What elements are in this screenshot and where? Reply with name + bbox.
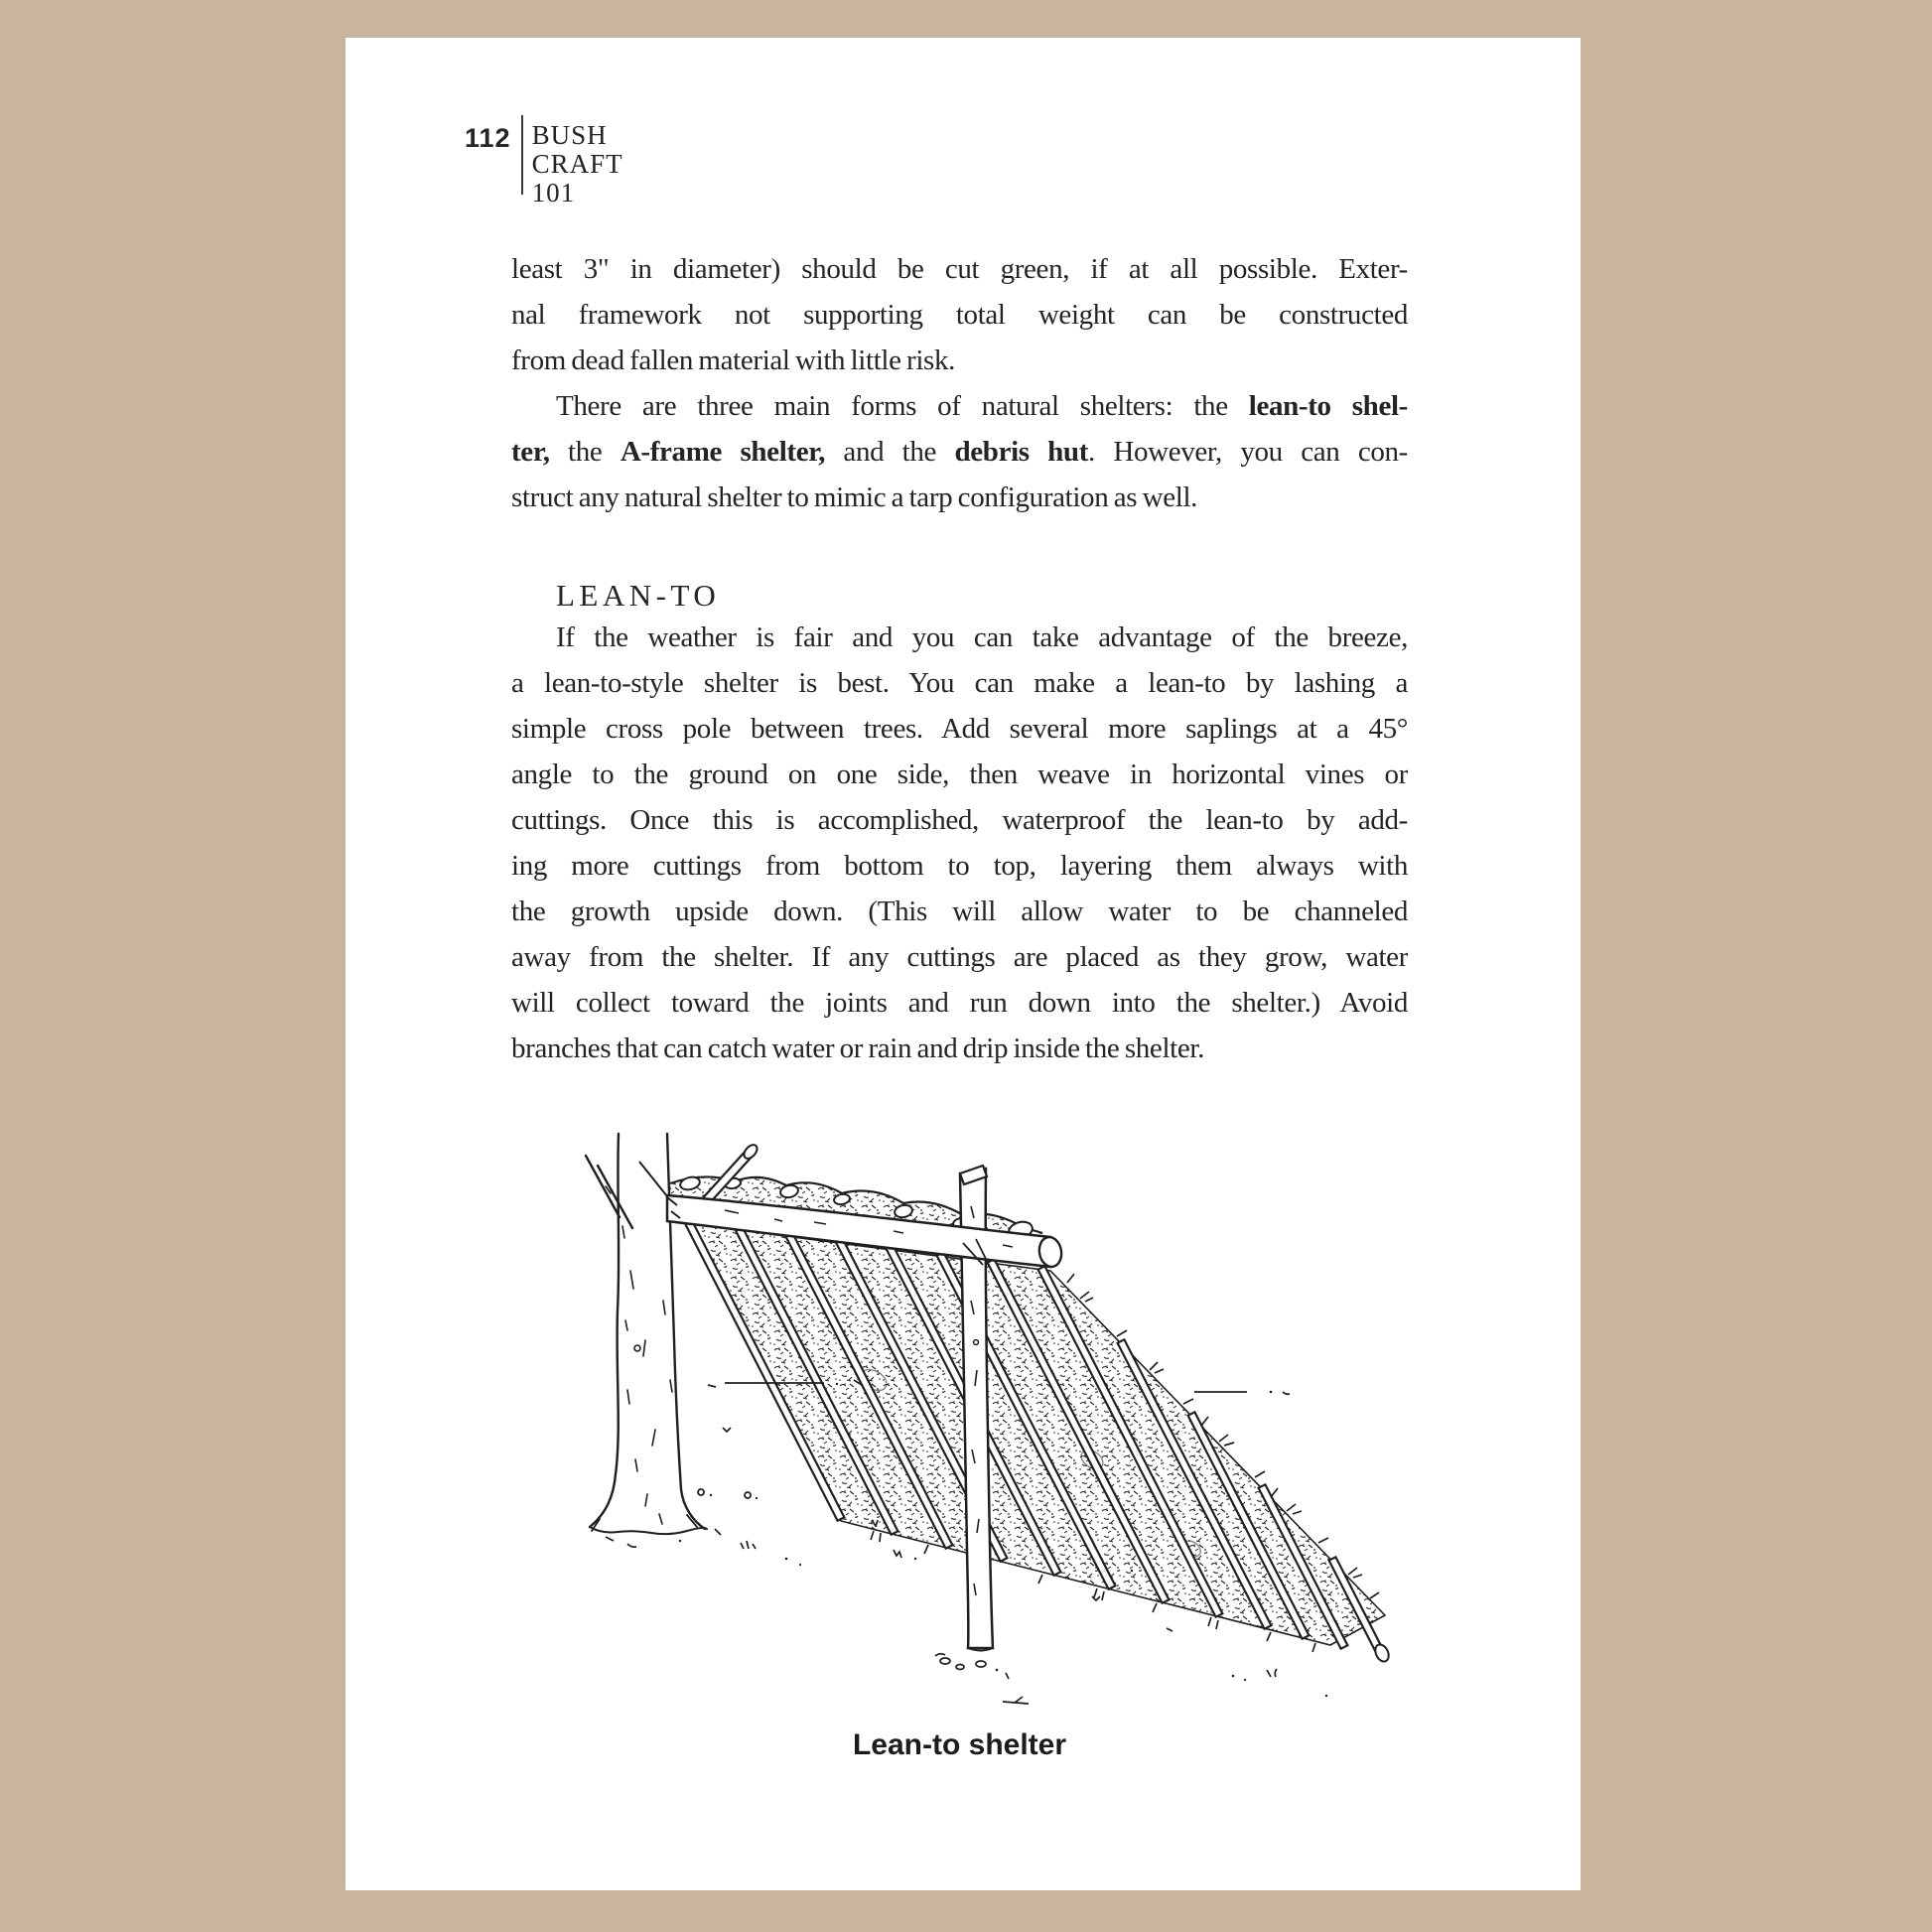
body-text-lean-to xyxy=(511,615,1408,1071)
text-line: a lean-to-style shelter is best. You can make a lean-to by lashing a xyxy=(511,667,1408,699)
text-line: away from the shelter. If any cuttings are placed as they grow, water xyxy=(511,941,1408,973)
body-text-intro xyxy=(511,246,1408,520)
text-line: simple cross pole between trees. Add several more saplings at a 45° xyxy=(511,713,1408,745)
text-line: nal framework not supporting total weight can be constructed xyxy=(511,299,1408,331)
text-line: will collect toward the joints and run down into the shelter.) Avoid xyxy=(511,987,1408,1019)
section-heading: LEAN-TO xyxy=(556,578,721,613)
book-page xyxy=(345,38,1581,1890)
illustration-caption: Lean-to shelter xyxy=(852,1728,1067,1761)
text-line: from dead fallen material with little risk. xyxy=(511,345,956,376)
page-header xyxy=(465,113,623,207)
lean-to-illustration xyxy=(576,1132,1400,1713)
text-line: the growth upside down. (This will allow water to be channeled xyxy=(511,896,1408,927)
page-number: 112 xyxy=(465,123,511,153)
text-line: branches that can catch water or rain and drip inside the shelter. xyxy=(511,1033,1204,1064)
book-title-line: BUSH xyxy=(531,120,608,150)
debris-slope xyxy=(684,1217,1392,1663)
header-divider xyxy=(521,115,523,195)
text-line: ing more cuttings from bottom to top, layering them always with xyxy=(511,850,1408,882)
book-title-line: CRAFT xyxy=(531,149,623,179)
text-line: ter, the A-frame shelter, and the debris hut. However, you can con- xyxy=(511,436,1408,468)
book-title xyxy=(532,113,623,207)
book-title-line: 101 xyxy=(531,178,576,207)
text-line: angle to the ground on one side, then weave in horizontal vines or xyxy=(511,759,1408,790)
text-line: cuttings. Once this is accomplished, waterproof the lean-to by add- xyxy=(511,804,1408,836)
text-line: struct any natural shelter to mimic a tarp configuration as well. xyxy=(511,482,1198,513)
text-line: If the weather is fair and you can take advantage of the breeze, xyxy=(556,621,1408,653)
text-line: least 3" in diameter) should be cut green, if at all possible. Exter- xyxy=(511,253,1408,285)
text-line: There are three main forms of natural shelters: the lean-to shel- xyxy=(556,390,1408,422)
